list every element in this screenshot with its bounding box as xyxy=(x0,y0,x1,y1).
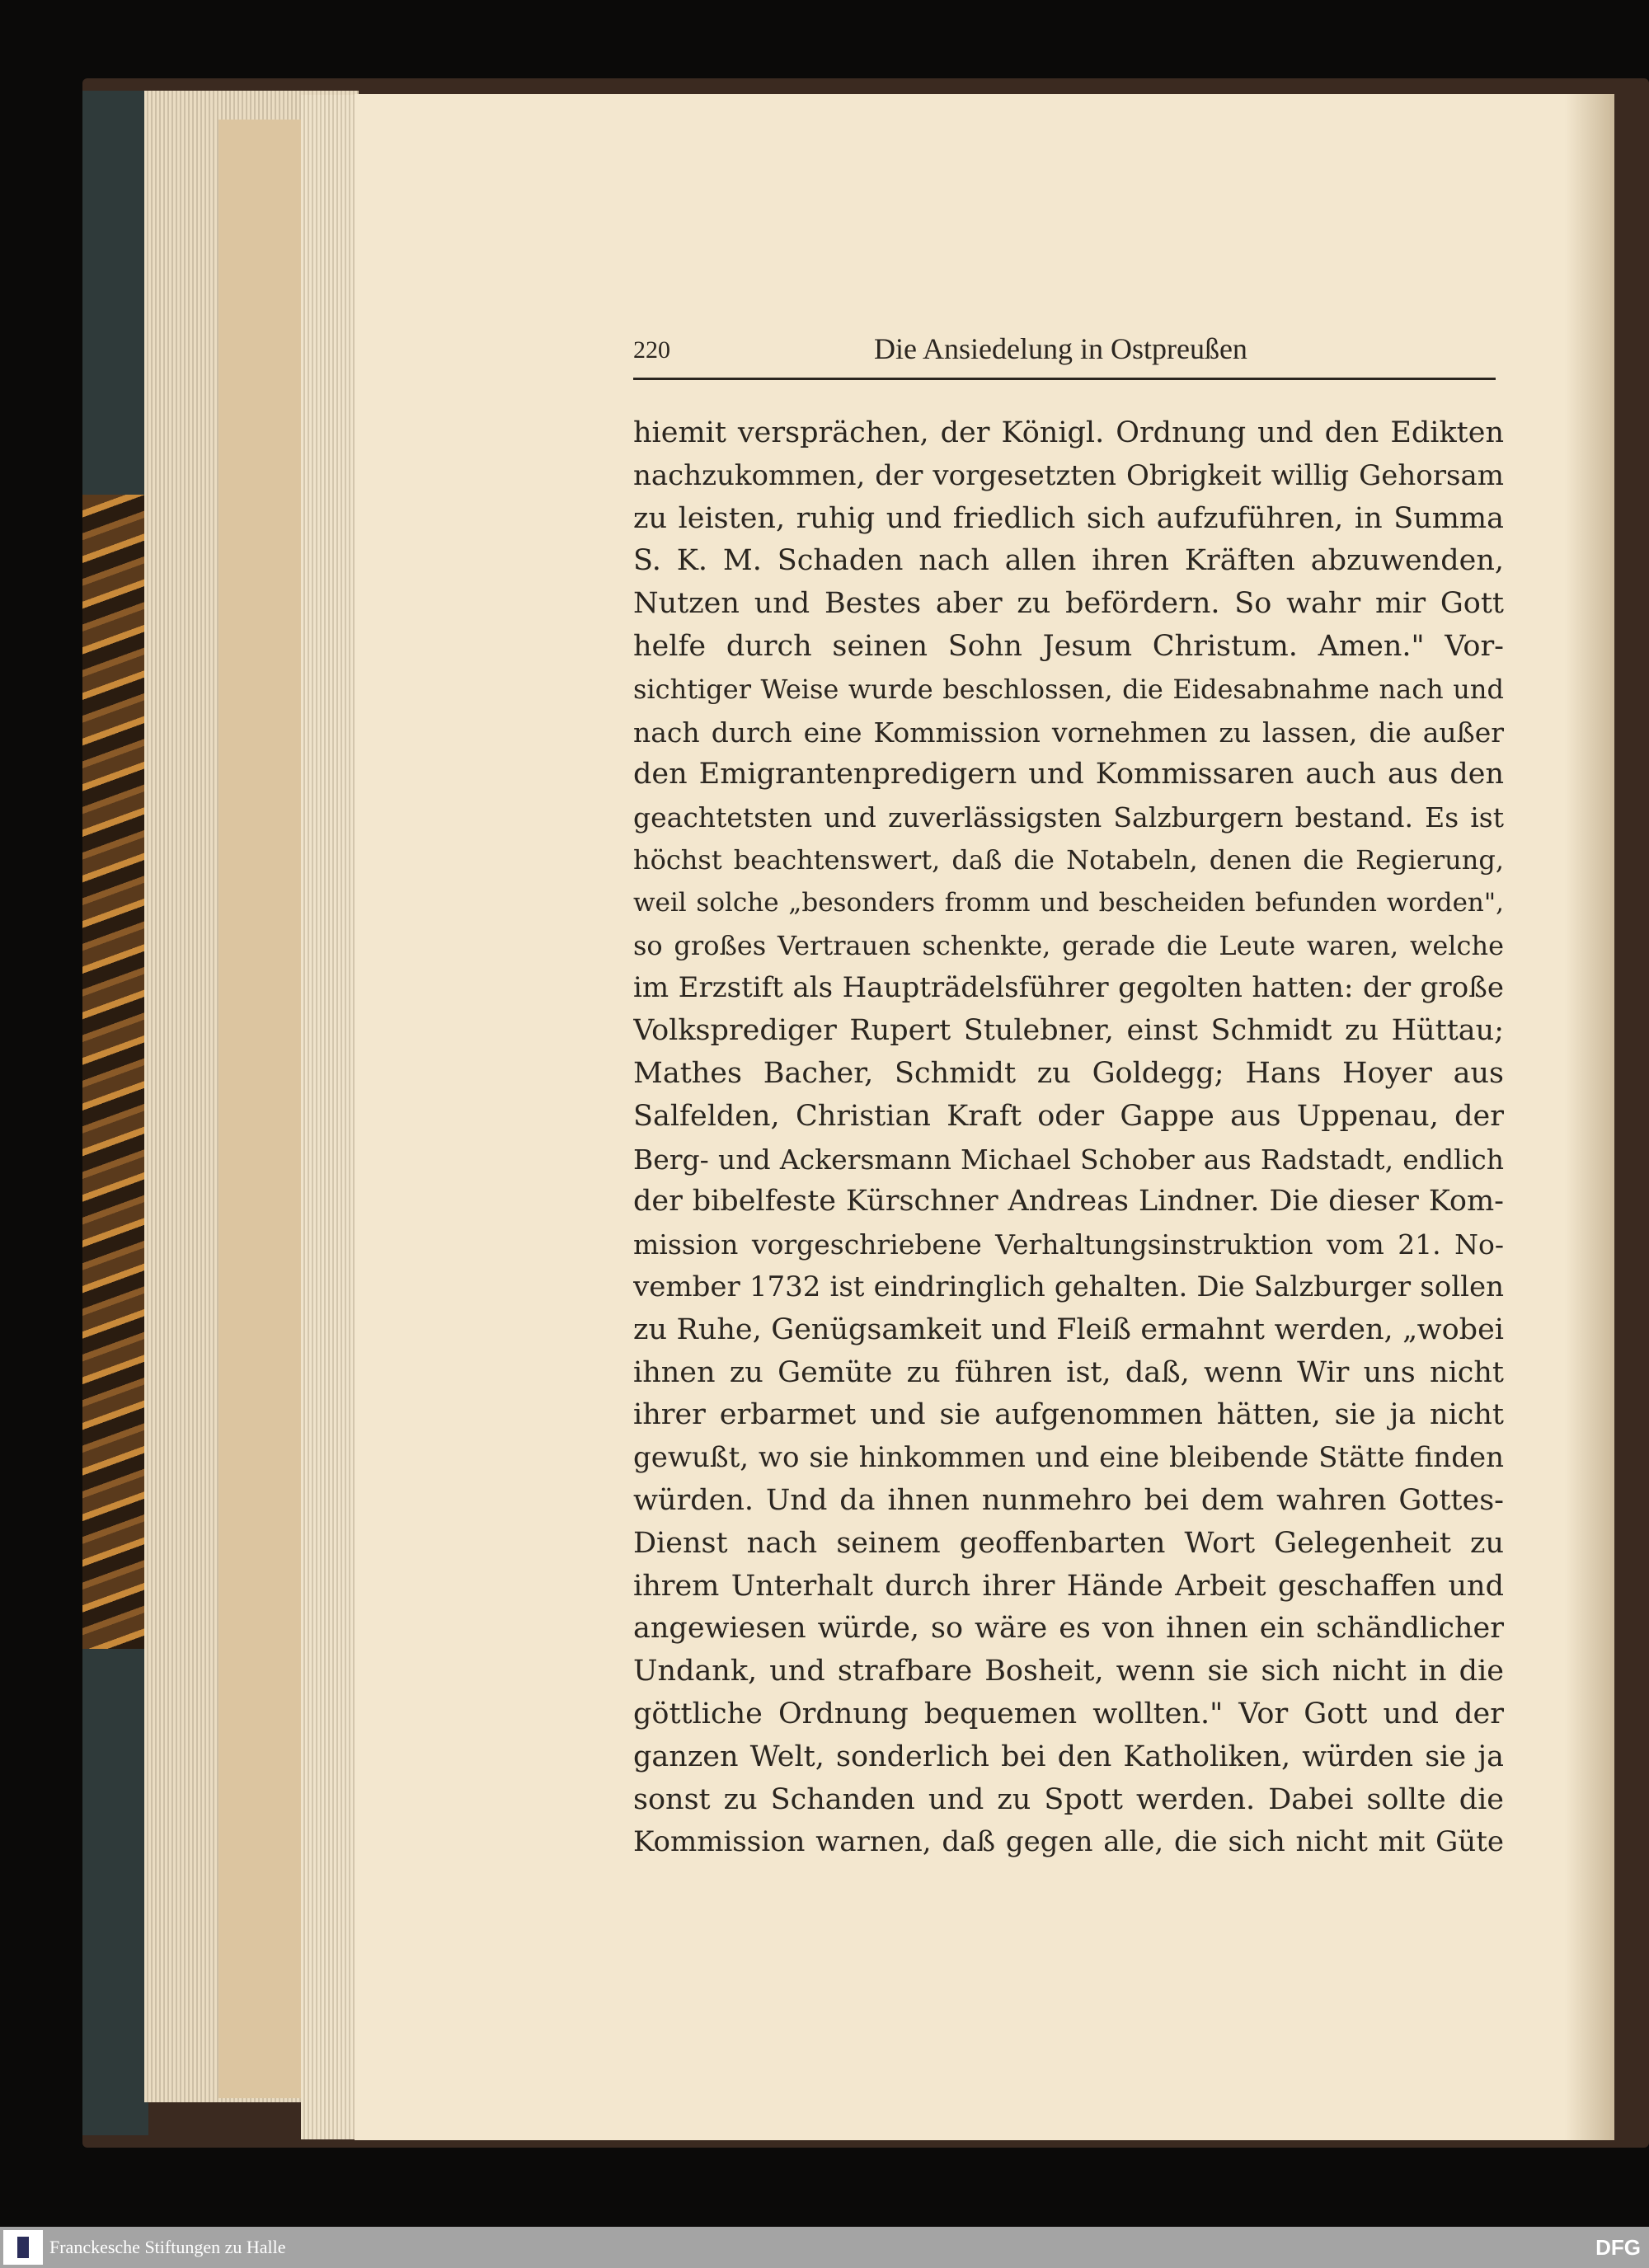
text-line: gewußt, wo sie hinkommen und eine bleibende Stätte finden xyxy=(633,1441,1504,1475)
text-line: höchst beachtenswert, daß die Notabeln, denen die Regierung, xyxy=(633,843,1504,876)
text-line: ihrem Unterhalt durch ihrer Hände Arbeit geschaffen und xyxy=(633,1569,1504,1603)
running-title: Die Ansiedelung in Ostpreußen xyxy=(874,332,1247,365)
text-line: Nutzen und Bestes aber zu befördern. So wahr mir Gott xyxy=(633,587,1504,621)
text-line: zu leisten, ruhig und friedlich sich aufzuführen, in Summa xyxy=(633,501,1504,535)
institution-logo xyxy=(3,2230,43,2265)
text-line: angewiesen würde, so wäre es von ihnen ein schändlicher xyxy=(633,1612,1504,1646)
text-line: mission vorgeschriebene Verhaltungsinstruktion vom 21. No- xyxy=(633,1228,1504,1261)
page-body-text xyxy=(633,412,1504,1864)
text-line: Salfelden, Christian Kraft oder Gappe aus Uppenau, der xyxy=(633,1099,1504,1133)
page-gutter-shadow xyxy=(1565,94,1614,2140)
text-line: Mathes Bacher, Schmidt zu Goldegg; Hans Hoyer aus xyxy=(633,1056,1504,1090)
book-spine-lower xyxy=(82,1649,148,2135)
page-edges-right xyxy=(301,95,359,2139)
text-line: ihrer erbarmet und sie aufgenommen hätten, sie ja nicht xyxy=(633,1398,1504,1432)
text-line: im Erzstift als Haupträdelsführer gegolten hatten: der große xyxy=(633,971,1504,1005)
text-line: vember 1732 ist eindringlich gehalten. Die Salzburger sollen xyxy=(633,1270,1504,1303)
text-line: nach durch eine Kommission vornehmen zu lassen, die außer xyxy=(633,716,1504,749)
text-line: würden. Und da ihnen nunmehro bei dem wahren Gottes- xyxy=(633,1483,1504,1517)
text-line: weil solche „besonders fromm und bescheiden befunden worden", xyxy=(633,887,1504,918)
marbled-board xyxy=(82,495,148,1649)
text-line: Kommission warnen, daß gegen alle, die sich nicht mit Güte xyxy=(633,1825,1504,1859)
text-line: so großes Vertrauen schenkte, gerade die Leute waren, welche xyxy=(633,929,1504,961)
text-line: ganzen Welt, sonderlich bei den Katholiken, würden sie ja xyxy=(633,1740,1504,1773)
text-line: Berg- und Ackersmann Michael Schober aus Radstadt, endlich xyxy=(633,1143,1504,1176)
text-line: hiemit versprächen, der Königl. Ordnung und den Edikten xyxy=(633,416,1504,449)
text-line: zu Ruhe, Genügsamkeit und Fleiß ermahnt werden, „wobei xyxy=(633,1312,1504,1346)
running-header xyxy=(633,331,1496,380)
dfg-logo: DFG xyxy=(1595,2235,1641,2260)
text-line: nachzukommen, der vorgesetzten Obrigkeit willig Gehorsam xyxy=(633,458,1504,492)
text-line: Dienst nach seinem geoffenbarten Wort Gelegenheit zu xyxy=(633,1526,1504,1560)
text-line: sonst zu Schanden und zu Spott werden. Dabei sollte die xyxy=(633,1782,1504,1816)
text-line: göttliche Ordnung bequemen wollten." Vor Gott und der xyxy=(633,1697,1504,1730)
inner-leaf xyxy=(218,120,301,2098)
page-number: 220 xyxy=(633,336,670,364)
text-line: helfe durch seinen Sohn Jesum Christum. Amen." Vor- xyxy=(633,629,1504,663)
text-line: Undank, und strafbare Bosheit, wenn sie sich nicht in die xyxy=(633,1655,1504,1688)
text-line: Volksprediger Rupert Stulebner, einst Schmidt zu Hüttau; xyxy=(633,1014,1504,1048)
text-line: geachtetsten und zuverlässigsten Salzburgern bestand. Es ist xyxy=(633,801,1504,834)
book-spine xyxy=(82,91,148,495)
institution-name: Franckesche Stiftungen zu Halle xyxy=(49,2237,286,2257)
text-line: den Emigrantenpredigern und Kommissaren auch aus den xyxy=(633,758,1504,791)
text-line: sichtiger Weise wurde beschlossen, die Eidesabnahme nach und xyxy=(633,673,1504,705)
viewer-footer xyxy=(0,2227,1649,2268)
text-line: S. K. M. Schaden nach allen ihren Kräften abzuwenden, xyxy=(633,544,1504,578)
text-line: der bibelfeste Kürschner Andreas Lindner. Die dieser Kom- xyxy=(633,1185,1504,1219)
text-line: ihnen zu Gemüte zu führen ist, daß, wenn Wir uns nicht xyxy=(633,1355,1504,1389)
